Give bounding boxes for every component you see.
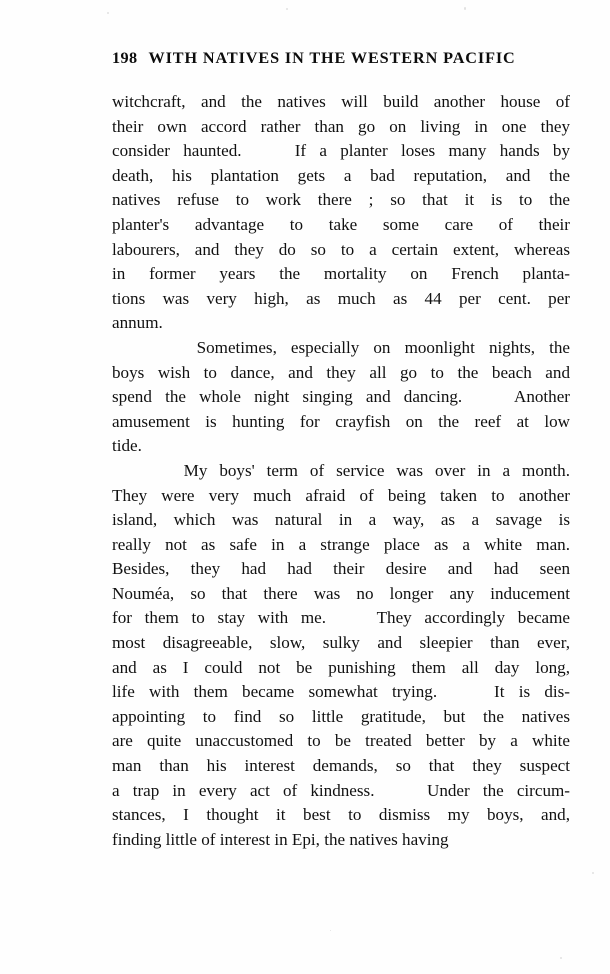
text-line: man than his interest demands, so that they suspect — [112, 756, 570, 776]
text-line: finding little of interest in Epi, the natives having — [112, 829, 449, 849]
text-line: consider haunted. If a planter loses many hands by — [112, 141, 570, 161]
paragraph — [112, 336, 570, 459]
scan-speckle — [107, 12, 109, 14]
paragraph — [112, 459, 570, 853]
text-line: Sometimes, especially on moonlight nights, the — [112, 337, 570, 357]
text-line: planter's advantage to take some care of their — [112, 214, 570, 234]
text-line: labourers, and they do so to a certain extent, whereas — [112, 239, 570, 259]
scan-speckle — [286, 8, 288, 10]
text-line: tions was very high, as much as 44 per cent. per — [112, 288, 570, 308]
page-number: 198 — [112, 49, 138, 67]
scan-speckle — [330, 930, 331, 931]
scan-speckle — [560, 957, 562, 959]
text-line: annum. — [112, 313, 163, 333]
text-line: Besides, they had had their desire and had seen — [112, 559, 570, 579]
text-line: My boys' term of service was over in a month. — [112, 460, 570, 480]
scan-speckle — [464, 7, 466, 10]
body-text — [112, 90, 570, 852]
text-line: and as I could not be punishing them all day long, — [112, 657, 570, 677]
text-line: death, his plantation gets a bad reputation, and the — [112, 165, 570, 185]
text-line: spend the whole night singing and dancing. Another — [112, 387, 570, 407]
text-line: They were very much afraid of being taken to another — [112, 485, 570, 505]
scan-speckle — [592, 872, 594, 874]
text-line: appointing to find so little gratitude, but the natives — [112, 706, 570, 726]
text-line: are quite unaccustomed to be treated better by a white — [112, 731, 570, 751]
text-line: stances, I thought it best to dismiss my boys, and, — [112, 805, 570, 825]
text-line: for them to stay with me. They accordingly became — [112, 608, 570, 628]
text-line: life with them became somewhat trying. It is dis- — [112, 682, 570, 702]
running-head — [112, 49, 570, 68]
text-line: their own accord rather than go on living in one they — [112, 116, 570, 136]
text-line: boys wish to dance, and they all go to the beach and — [112, 362, 570, 382]
text-line: natives refuse to work there ; so that it is to the — [112, 190, 570, 210]
text-line: a trap in every act of kindness. Under the circum- — [112, 780, 570, 800]
running-head-title: WITH NATIVES IN THE WESTERN PACIFIC — [148, 49, 516, 67]
text-line: Nouméa, so that there was no longer any inducement — [112, 583, 570, 603]
text-line: in former years the mortality on French planta- — [112, 264, 570, 284]
text-line: tide. — [112, 436, 142, 456]
text-line: amusement is hunting for crayfish on the reef at low — [112, 411, 570, 431]
text-line: really not as safe in a strange place as a white man. — [112, 534, 570, 554]
text-line: most disagreeable, slow, sulky and sleepier than ever, — [112, 633, 570, 653]
paragraph — [112, 90, 570, 336]
text-line: witchcraft, and the natives will build another house of — [112, 92, 570, 111]
text-line: island, which was natural in a way, as a savage is — [112, 510, 570, 530]
